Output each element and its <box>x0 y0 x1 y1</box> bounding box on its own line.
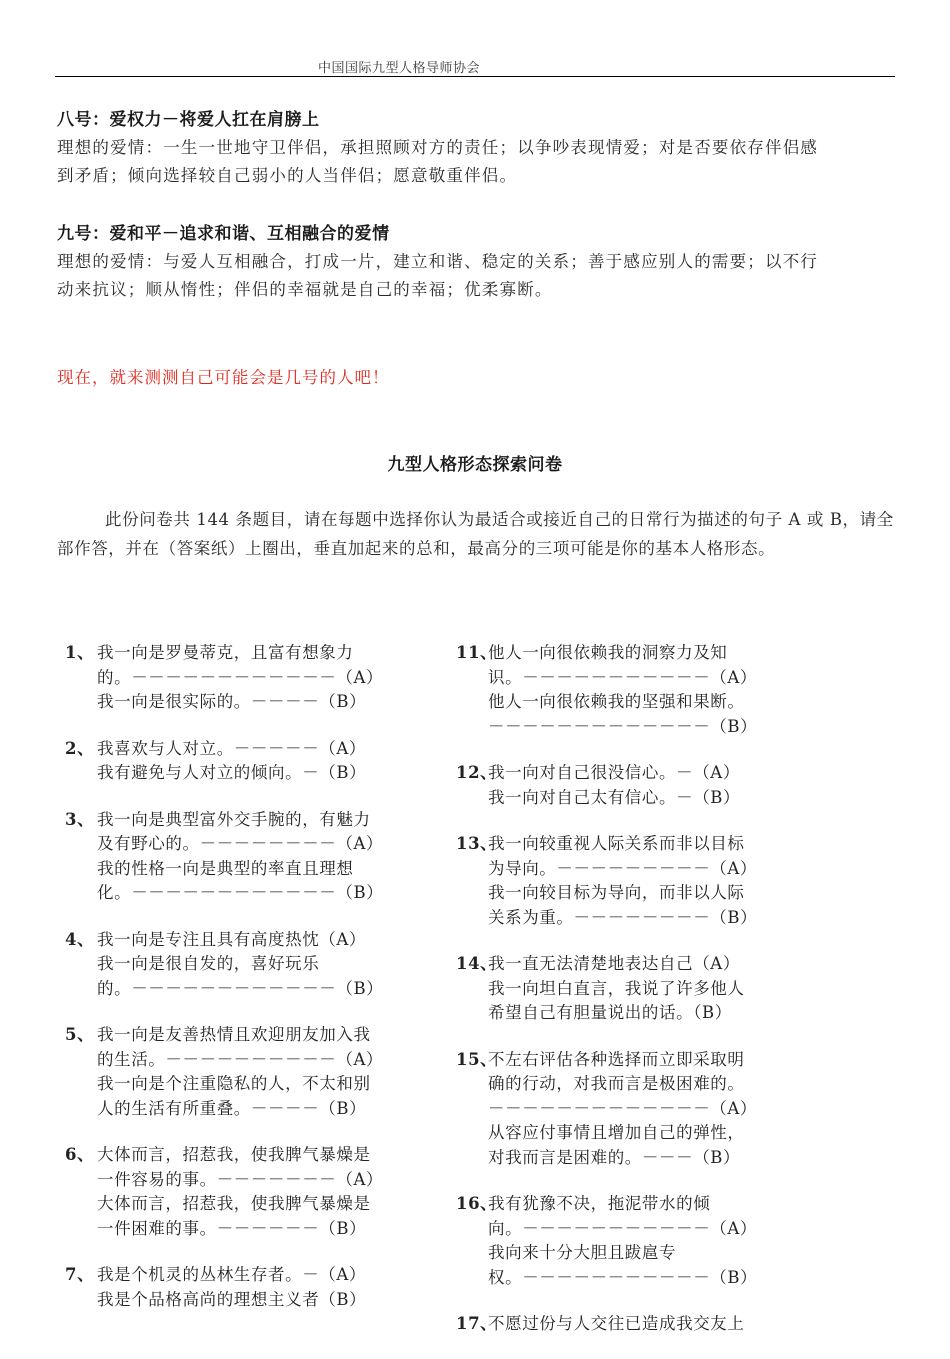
question-item <box>456 832 801 930</box>
question-line: 我一向对自己很没信心。－（A） <box>488 763 740 782</box>
question-number: 14、 <box>456 954 498 973</box>
question-line: 我一向是很自发的，喜好玩乐 <box>97 954 320 973</box>
question-line: 我向来十分大胆且跋扈专 <box>488 1243 677 1262</box>
question-line: 我一向是个注重隐私的人，不太和别 <box>97 1074 371 1093</box>
question-number: 6、 <box>65 1145 95 1164</box>
section-type-8 <box>57 106 897 190</box>
question-line: 权。－－－－－－－－－－－（B） <box>488 1267 758 1287</box>
question-line: 我一向坦白直言，我说了许多他人 <box>488 978 745 998</box>
section-line: 理想的爱情：一生一世地守卫伴侣，承担照顾对方的责任；以争吵表现情爱；对是否要依存伴侣感 <box>57 138 819 157</box>
question-line: 希望自己有胆量说出的话。（B） <box>488 1003 732 1022</box>
question-line: 我一向对自己太有信心。－（B） <box>488 787 741 807</box>
question-line: 大体而言，招惹我，使我脾气暴燥是 <box>97 1194 371 1213</box>
question-line: 对我而言是困难的。－－－（B） <box>488 1147 741 1167</box>
question-line: 我喜欢与人对立。－－－－－（A） <box>97 738 367 758</box>
question-item <box>65 1143 410 1241</box>
question-number: 15、 <box>456 1049 498 1069</box>
question-line: －－－－－－－－－－－－－（A） <box>488 1098 758 1118</box>
question-line: 我一向是典型富外交手腕的，有魅力 <box>97 809 371 829</box>
question-item <box>456 1312 801 1337</box>
question-number: 7、 <box>65 1265 95 1284</box>
question-line: 关系为重。－－－－－－－－（B） <box>488 907 758 927</box>
question-line: 我是个机灵的丛林生存者。－（A） <box>97 1265 367 1284</box>
section-type-9 <box>57 220 897 304</box>
question-line: 我一向是专注且具有高度热忱（A） <box>97 929 367 949</box>
question-number: 13、 <box>456 834 498 853</box>
question-number: 16、 <box>456 1194 498 1213</box>
question-line: 一件容易的事。－－－－－－－（A） <box>97 1169 384 1189</box>
question-line: 的生活。－－－－－－－－－－（A） <box>97 1049 384 1069</box>
section-line: 理想的爱情：与爱人互相融合，打成一片，建立和谐、稳定的关系；善于感应别人的需要；以不行 <box>57 252 819 271</box>
question-item <box>65 737 410 786</box>
question-line: 为导向。－－－－－－－－－（A） <box>488 858 758 878</box>
question-number: 11、 <box>456 643 498 662</box>
section-heading: 八号：爱权力－将爱人扛在肩膀上 <box>57 110 320 130</box>
call-to-action: 现在，就来测测自己可能会是几号的人吧！ <box>57 368 390 387</box>
question-item <box>65 928 410 1002</box>
questions-left-column <box>65 641 410 1334</box>
question-number: 5、 <box>65 1025 95 1044</box>
question-line: 我有犹豫不决，拖泥带水的倾 <box>488 1194 711 1213</box>
question-line: －－－－－－－－－－－－－（B） <box>488 716 758 736</box>
question-line: 我一向是很实际的。－－－－（B） <box>97 692 367 711</box>
question-item <box>65 641 410 715</box>
question-line: 我一向是罗曼蒂克，且富有想象力 <box>97 643 354 662</box>
section-line: 到矛盾；倾向选择较自己弱小的人当伴侣；愿意敬重伴侣。 <box>57 166 518 185</box>
section-line: 动来抗议；顺从惰性；伴侣的幸福就是自己的幸福；优柔寡断。 <box>57 280 553 299</box>
question-line: 我一直无法清楚地表达自己（A） <box>488 954 740 973</box>
question-line: 他人一向很依赖我的洞察力及知 <box>488 643 728 662</box>
question-number: 1、 <box>65 643 95 662</box>
question-line: 不愿过份与人交往已造成我交友上 <box>488 1314 745 1333</box>
question-line: 从容应付事情且增加自己的弹性， <box>488 1123 745 1142</box>
question-item <box>65 808 410 906</box>
questionnaire-title: 九型人格形态探索问卷 <box>387 455 563 475</box>
question-line: 识。－－－－－－－－－－－（A） <box>488 667 758 687</box>
question-number: 12、 <box>456 763 498 782</box>
question-item <box>456 641 801 739</box>
question-line: 不左右评估各种选择而立即采取明 <box>488 1049 745 1069</box>
question-line: 我的性格一向是典型的率直且理想 <box>97 858 354 878</box>
question-line: 及有野心的。－－－－－－－－（A） <box>97 834 384 853</box>
question-number: 4、 <box>65 929 95 949</box>
page-header <box>0 0 950 80</box>
section-heading: 九号：爱和平－追求和谐、互相融合的爱情 <box>57 224 390 244</box>
organization-name: 中国国际九型人格导师协会 <box>318 61 481 76</box>
header-divider <box>55 76 895 77</box>
question-item <box>456 952 801 1026</box>
question-item <box>65 1023 410 1121</box>
question-line: 大体而言，招惹我，使我脾气暴燥是 <box>97 1145 371 1164</box>
question-line: 确的行动，对我而言是极困难的。 <box>488 1074 745 1093</box>
question-line: 化。－－－－－－－－－－－－（B） <box>97 883 384 902</box>
question-line: 一件困难的事。－－－－－－（B） <box>97 1218 367 1238</box>
question-item <box>65 1263 410 1312</box>
question-line: 我一向较目标为导向，而非以人际 <box>488 883 745 902</box>
question-line: 我一向较重视人际关系而非以目标 <box>488 834 745 853</box>
question-line: 向。－－－－－－－－－－－（A） <box>488 1218 758 1238</box>
question-line: 的。－－－－－－－－－－－－（A） <box>97 667 384 687</box>
question-line: 我有避免与人对立的倾向。－（B） <box>97 763 367 782</box>
question-line: 的。－－－－－－－－－－－－（B） <box>97 978 384 998</box>
question-line: 他人一向很依赖我的坚强和果断。 <box>488 692 745 711</box>
questionnaire-intro: 此份问卷共 144 条题目，请在每题中选择你认为最适合或接近自己的日常行为描述的句子 A 或 B，请全部作答，并在（答案纸）上圈出，垂直加起来的总和，最高分的三项可能是你的基本人格形态。 <box>57 510 894 558</box>
question-number: 17、 <box>456 1314 498 1333</box>
question-item <box>456 1192 801 1290</box>
question-line: 我是个品格高尚的理想主义者（B） <box>97 1289 367 1309</box>
question-line: 我一向是友善热情且欢迎朋友加入我 <box>97 1025 371 1044</box>
question-item <box>456 1048 801 1171</box>
question-line: 人的生活有所重叠。－－－－（B） <box>97 1098 367 1118</box>
question-number: 3、 <box>65 809 95 829</box>
questions-right-column <box>456 641 801 1359</box>
question-number: 2、 <box>65 738 95 758</box>
question-item <box>456 761 801 810</box>
